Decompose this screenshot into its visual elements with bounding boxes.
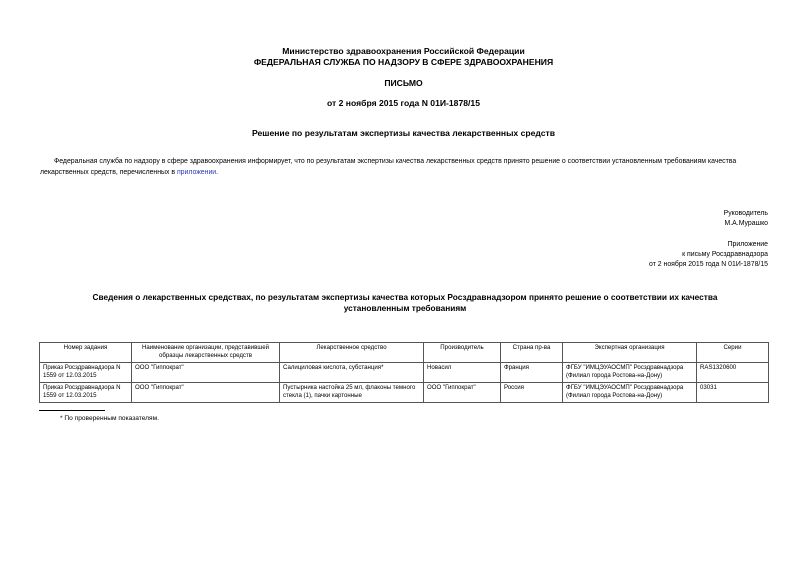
table-title: Сведения о лекарственных средствах, по результатам экспертизы качества которых Росздравнадзором принято решение о соответствии их качества установленным требованиям bbox=[92, 292, 718, 313]
signature-title: Руководитель bbox=[723, 210, 768, 217]
header-task-number: Номер задания bbox=[40, 343, 132, 363]
cell-organization: ООО "Гиппократ" bbox=[132, 363, 280, 383]
appendix-link[interactable]: приложении bbox=[176, 168, 217, 176]
table-row bbox=[40, 363, 769, 383]
cell-series: 03031 bbox=[697, 383, 769, 403]
cell-manufacturer: ООО "Гиппократ" bbox=[424, 383, 501, 403]
cell-country: Франция bbox=[501, 363, 563, 383]
footnote-divider bbox=[39, 410, 105, 411]
cell-medicine: Салициловая кислота, субстанция* bbox=[280, 363, 424, 383]
cell-task-number: Приказ Росздравнадзора N 1559 от 12.03.2015 bbox=[40, 383, 132, 403]
service-name: ФЕДЕРАЛЬНАЯ СЛУЖБА ПО НАДЗОРУ В СФЕРЕ ЗДРАВООХРАНЕНИЯ bbox=[253, 57, 554, 67]
document-date: от 2 ноября 2015 года N 01И-1878/15 bbox=[327, 98, 480, 108]
cell-medicine: Пустырника настойка 25 мл, флаконы темного стекла (1), пачки картонные bbox=[280, 383, 424, 403]
appendix-block bbox=[649, 240, 768, 270]
body-text-end: . bbox=[216, 168, 219, 176]
body-paragraph bbox=[40, 157, 770, 178]
ministry-name: Министерство здравоохранения Российской Федерации bbox=[282, 46, 525, 56]
document-type: ПИСЬМО bbox=[384, 78, 423, 88]
appendix-line-1: Приложение bbox=[727, 241, 768, 248]
cell-series: RAS1320600 bbox=[697, 363, 769, 383]
footnote: * По проверенным показателям. bbox=[60, 415, 159, 422]
cell-expert-org: ФГБУ "ИМЦЭУАОСМП" Росздравнадзора (Филиал города Ростова-на-Дону) bbox=[563, 363, 697, 383]
document-subject: Решение по результатам экспертизы качества лекарственных средств bbox=[251, 128, 556, 138]
appendix-line-2: к письму Росздравнадзора bbox=[682, 251, 768, 258]
header-country: Страна пр-ва bbox=[501, 343, 563, 363]
cell-country: Россия bbox=[501, 383, 563, 403]
header-manufacturer: Производитель bbox=[424, 343, 501, 363]
header-expert-org: Экспертная организация bbox=[563, 343, 697, 363]
body-text: Федеральная служба по надзору в сфере здравоохранения информирует, что по результатам экспертизы качества лекарственных средств принято решение о соответствии установленным требованиям качества лекарственных средств, перечисленных в bbox=[40, 158, 737, 176]
table-row bbox=[40, 383, 769, 403]
cell-expert-org: ФГБУ "ИМЦЭУАОСМП" Росздравнадзора (Филиал города Ростова-на-Дону) bbox=[563, 383, 697, 403]
header-medicine: Лекарственное средство bbox=[280, 343, 424, 363]
header-organization: Наименование организации, представившей образцы лекарственных средств bbox=[132, 343, 280, 363]
medicines-table bbox=[39, 342, 769, 403]
header-series: Серии bbox=[697, 343, 769, 363]
cell-organization: ООО "Гиппократ" bbox=[132, 383, 280, 403]
appendix-line-3: от 2 ноября 2015 года N 01И-1878/15 bbox=[649, 261, 768, 268]
signature-block bbox=[724, 209, 768, 229]
table-header-row bbox=[40, 343, 769, 363]
cell-manufacturer: Новасил bbox=[424, 363, 501, 383]
cell-task-number: Приказ Росздравнадзора N 1559 от 12.03.2015 bbox=[40, 363, 132, 383]
signature-name: М.А.Мурашко bbox=[724, 220, 768, 227]
